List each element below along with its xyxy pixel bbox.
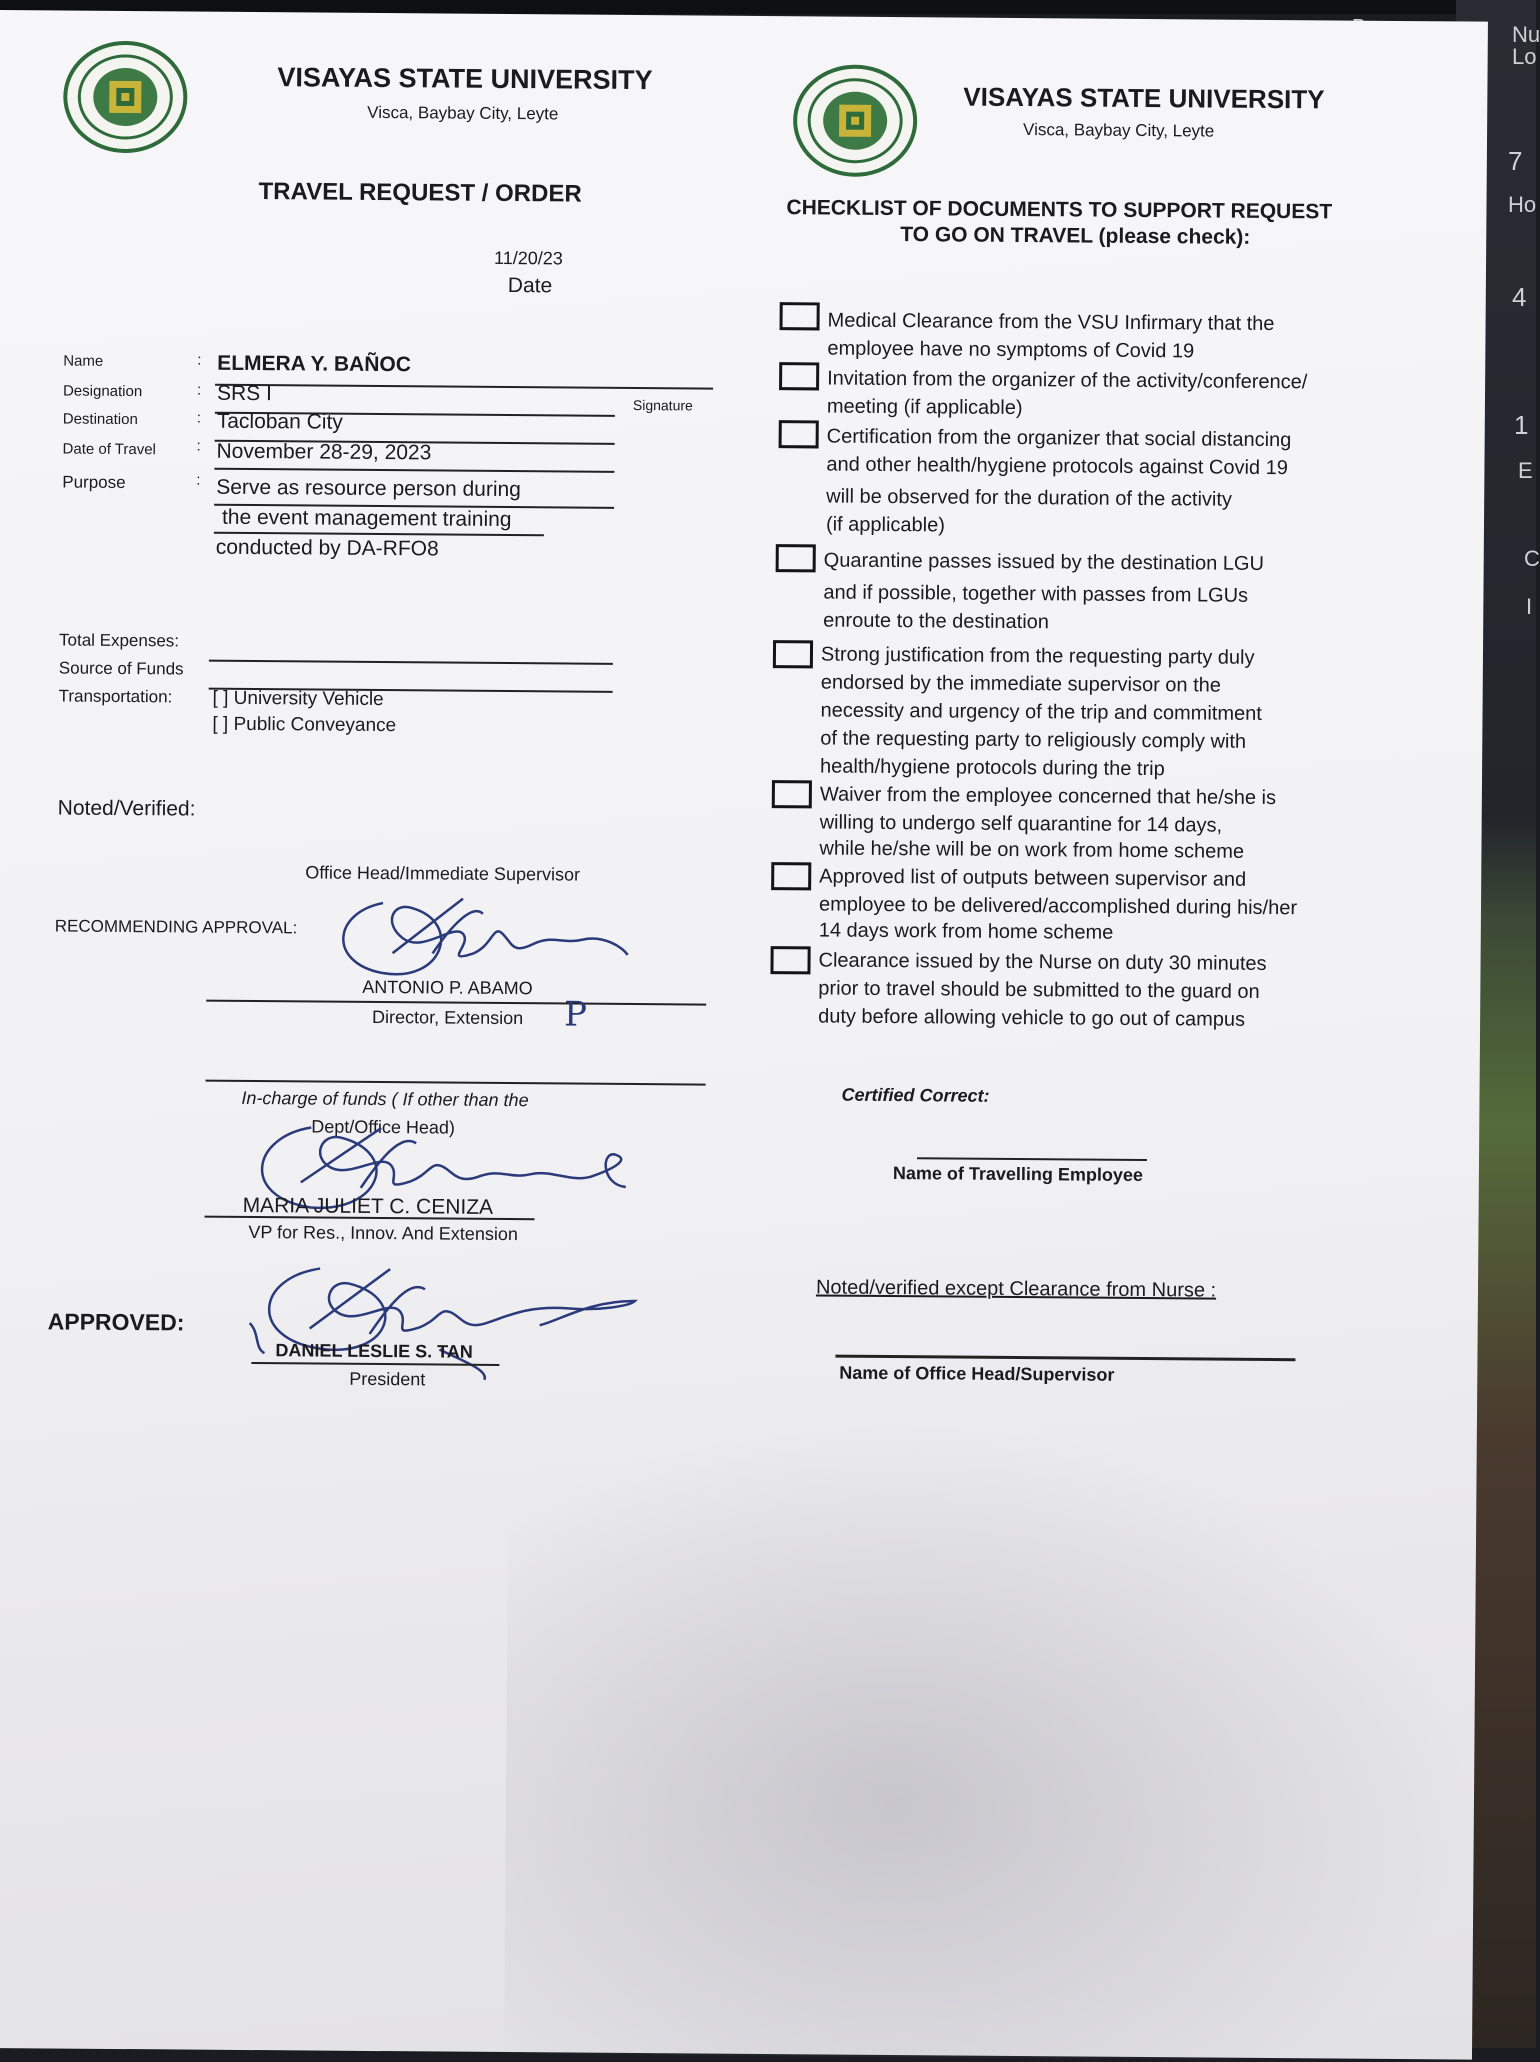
incharge-funds-line	[206, 1080, 706, 1086]
checklist-item-4-line-1: Quarantine passes issued by the destination LGU	[823, 549, 1265, 575]
colon: :	[196, 471, 201, 489]
checklist-item-4-line-3: enroute to the destination	[823, 609, 1050, 634]
colon: :	[196, 381, 202, 399]
purpose-line-1: Serve as resource person during	[216, 475, 522, 502]
checklist-checkbox-5[interactable]	[773, 640, 813, 668]
bg-label: I	[1526, 594, 1533, 619]
vp-name: MARIA JULIET C. CENIZA	[242, 1193, 494, 1219]
name-label: Name	[63, 352, 104, 370]
checklist-checkbox-1[interactable]	[780, 302, 820, 330]
checklist-item-5-line-3: necessity and urgency of the trip and commitment	[820, 699, 1262, 725]
checklist-item-8-line-2: prior to travel should be submitted to the guard on	[818, 977, 1260, 1003]
date-of-travel-value: November 28-29, 2023	[216, 439, 432, 465]
destination-value: Tacloban City	[216, 409, 343, 434]
bg-label: Nu	[1512, 22, 1540, 47]
noted-except-label: Noted/verified except Clearance from Nurse :	[815, 1276, 1217, 1302]
right-university-address: Visca, Baybay City, Leyte	[1023, 120, 1215, 141]
traveller-name-label: Name of Travelling Employee	[892, 1163, 1144, 1186]
checklist-item-8-line-1: Clearance issued by the Nurse on duty 30 minutes	[818, 949, 1267, 975]
office-head-signature-line	[835, 1355, 1295, 1362]
checklist-checkbox-7[interactable]	[771, 862, 811, 890]
name-line	[215, 384, 713, 390]
recommender-title: Director, Extension	[372, 1006, 524, 1029]
checklist-item-6-line-3: while he/she will be on work from home scheme	[819, 837, 1245, 863]
purpose-line-2: the event management training	[221, 505, 512, 532]
colon: :	[197, 351, 202, 369]
bg-label: 1	[1514, 410, 1529, 440]
recommender-line	[206, 1000, 706, 1006]
bg-label: 7	[1508, 146, 1523, 176]
checklist-item-3-line-3: will be observed for the duration of the activity	[826, 485, 1233, 511]
checklist-item-3-line-4: (if applicable)	[825, 513, 946, 537]
checklist-checkbox-4[interactable]	[776, 544, 816, 572]
checklist-item-3-line-1: Certification from the organizer that social distancing	[826, 425, 1292, 452]
recommender-name: ANTONIO P. ABAMO	[362, 976, 533, 999]
approved-label: APPROVED:	[47, 1308, 185, 1336]
checklist-item-4-line-2: and if possible, together with passes from LGUs	[823, 581, 1249, 607]
checklist-item-5-line-5: health/hygiene protocols during the trip	[819, 755, 1165, 781]
checklist-item-6-line-1: Waiver from the employee concerned that he/she is	[819, 783, 1277, 810]
bg-label: C	[1524, 546, 1540, 571]
transportation-label: Transportation:	[58, 686, 173, 707]
total-expenses-line	[209, 660, 613, 665]
university-name: VISAYAS STATE UNIVERSITY	[277, 62, 653, 96]
checklist-item-5-line-2: endorsed by the immediate supervisor on the	[820, 671, 1222, 697]
transport-option-public-conveyance[interactable]: [ ] Public Conveyance	[212, 713, 397, 737]
travel-request-document	[0, 10, 1488, 2060]
checklist-item-7-line-2: employee to be delivered/accomplished during his/her	[818, 893, 1298, 920]
recommending-approval-label: RECOMMENDING APPROVAL:	[54, 916, 298, 938]
checklist-item-8-line-3: duty before allowing vehicle to go out of campus	[818, 1005, 1246, 1031]
purpose-label: Purpose	[62, 472, 126, 493]
checklist-checkbox-3[interactable]	[779, 420, 819, 448]
checklist-item-1-line-2: employee have no symptoms of Covid 19	[827, 337, 1195, 363]
checklist-item-2-line-2: meeting (if applicable)	[826, 395, 1023, 420]
right-university-name: VISAYAS STATE UNIVERSITY	[963, 81, 1325, 115]
university-seal	[793, 64, 918, 177]
checklist-checkbox-2[interactable]	[779, 362, 819, 390]
destination-label: Destination	[62, 410, 138, 429]
checklist-item-1-line-1: Medical Clearance from the VSU Infirmary that the	[827, 309, 1275, 336]
checklist-item-3-line-2: and other health/hygiene protocols against Covid 19	[826, 453, 1288, 480]
colon: :	[196, 409, 202, 427]
bg-label: E	[1518, 458, 1533, 483]
traveller-signature-line	[917, 1157, 1147, 1161]
initial-mark: P	[563, 994, 588, 1035]
checklist-item-6-line-2: willing to undergo self quarantine for 14 days,	[819, 811, 1223, 837]
checklist-title-line-2: TO GO ON TRAVEL (please check):	[900, 223, 1251, 249]
bg-label: Lo	[1512, 44, 1537, 69]
source-of-funds-label: Source of Funds	[58, 658, 184, 679]
university-address: Visca, Baybay City, Leyte	[367, 102, 559, 124]
bg-label: Ho	[1508, 192, 1537, 217]
form-title: TRAVEL REQUEST / ORDER	[258, 178, 582, 208]
transport-option-university-vehicle[interactable]: [ ] University Vehicle	[212, 687, 384, 711]
total-expenses-label: Total Expenses:	[58, 630, 180, 651]
office-head-supervisor-label: Name of Office Head/Supervisor	[839, 1362, 1115, 1385]
certified-correct-label: Certified Correct:	[841, 1084, 990, 1106]
vp-title: VP for Res., Innov. And Extension	[248, 1221, 518, 1245]
checklist-item-2-line-1: Invitation from the organizer of the activity/conference/	[827, 367, 1308, 394]
incharge-funds-label-1: In-charge of funds ( If other than the	[241, 1087, 529, 1111]
shadow-overlay	[504, 1414, 1477, 2062]
name-value: ELMERA Y. BAÑOC	[217, 351, 412, 377]
checklist-checkbox-6[interactable]	[772, 780, 812, 808]
bg-label: 4	[1512, 282, 1527, 312]
date-value: 11/20/23	[493, 247, 563, 269]
office-head-label: Office Head/Immediate Supervisor	[305, 862, 581, 885]
president-title: President	[349, 1368, 426, 1390]
checklist-item-7-line-3: 14 days work from home scheme	[818, 919, 1114, 944]
date-of-travel-label: Date of Travel	[62, 440, 157, 459]
signature-label: Signature	[632, 396, 693, 414]
checklist-checkbox-8[interactable]	[770, 946, 810, 974]
date-label: Date	[507, 273, 553, 298]
designation-label: Designation	[62, 382, 143, 401]
checklist-item-5-line-1: Strong justification from the requesting party duly	[820, 643, 1255, 669]
purpose-line-3: conducted by DA-RFO8	[215, 535, 439, 561]
president-signature	[239, 1248, 660, 1391]
incharge-funds-label-2: Dept/Office Head)	[311, 1116, 456, 1138]
date-of-travel-line	[214, 468, 614, 473]
checklist-title-line-1: CHECKLIST OF DOCUMENTS TO SUPPORT REQUEST	[786, 196, 1333, 224]
colon: :	[196, 437, 201, 455]
checklist-item-5-line-4: of the requesting party to religiously comply with	[820, 727, 1247, 753]
university-seal	[63, 41, 188, 154]
designation-value: SRS I	[216, 381, 272, 406]
noted-verified-label: Noted/Verified:	[57, 796, 196, 821]
president-name: DANIEL LESLIE S. TAN	[275, 1340, 473, 1362]
checklist-item-7-line-1: Approved list of outputs between supervisor and	[819, 865, 1247, 891]
